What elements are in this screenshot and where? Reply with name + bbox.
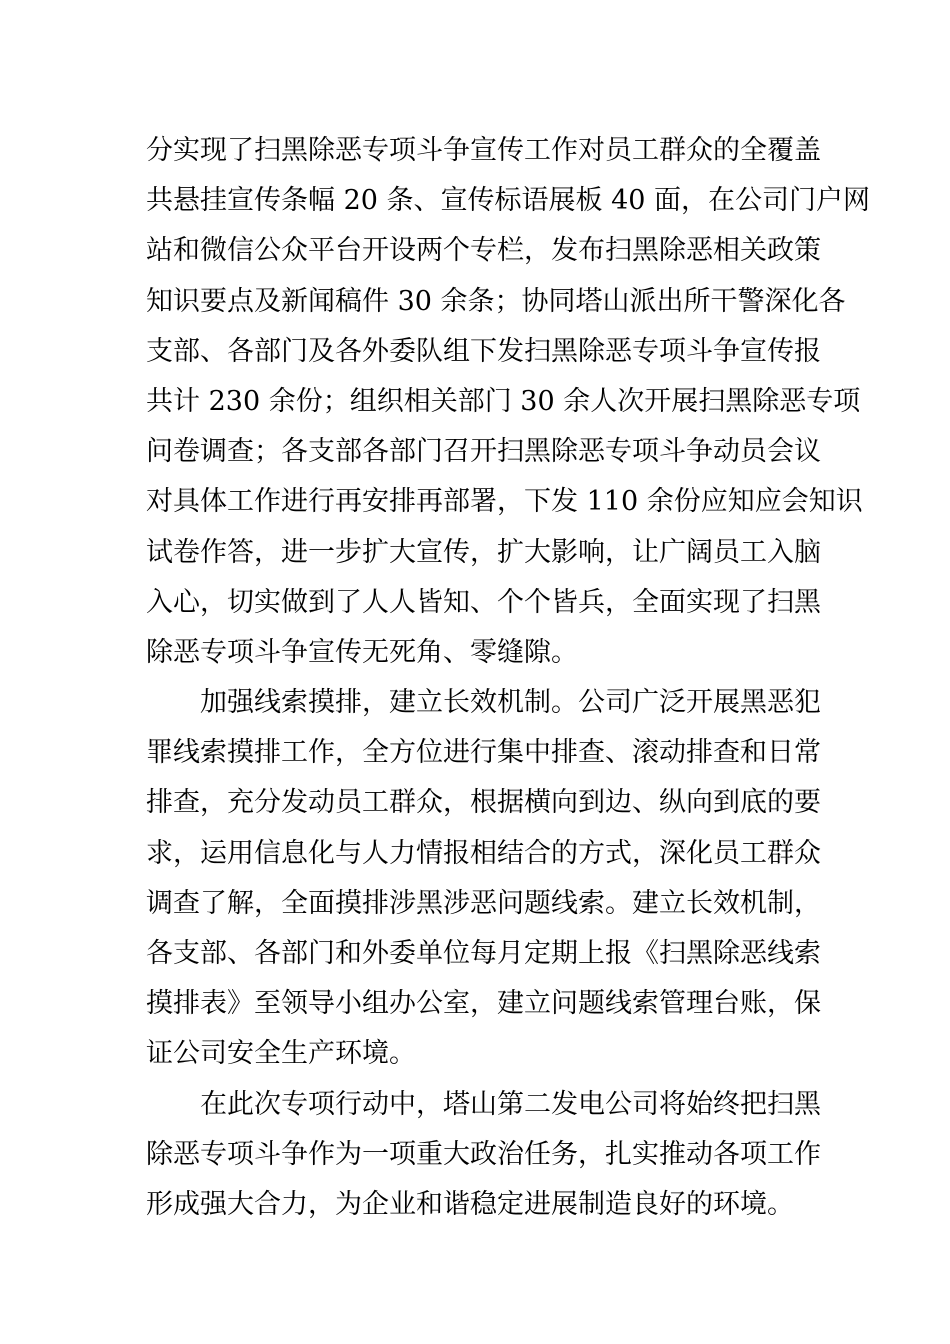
- paragraph-start-line: 加强线索摸排，建立长效机制。公司广泛开展黑恶犯: [200, 687, 821, 719]
- text-line: 调查了解，全面摸排涉黑涉恶问题线索。建立长效机制，: [146, 887, 821, 919]
- text-line: 站和微信公众平台开设两个专栏，发布扫黑除恶相关政策: [146, 235, 821, 267]
- text-line: 求，运用信息化与人力情报相结合的方式，深化员工群众: [146, 837, 821, 869]
- text-line: 各支部、各部门和外委单位每月定期上报《扫黑除恶线索: [146, 938, 821, 969]
- text-line: 知识要点及新闻稿件 30 余条；协同塔山派出所干警深化各: [146, 285, 846, 317]
- text-line: 排查，充分发动员工群众，根据横向到边、纵向到底的要: [146, 787, 821, 819]
- text-line: 问卷调查；各支部各部门召开扫黑除恶专项斗争动员会议: [146, 436, 821, 468]
- text-line: 对具体工作进行再安排再部署，下发 110 余份应知应会知识: [146, 486, 863, 518]
- text-line: 支部、各部门及各外委队组下发扫黑除恶专项斗争宣传报: [146, 335, 821, 367]
- text-line: 共悬挂宣传条幅 20 条、宣传标语展板 40 面，在公司门户网: [146, 185, 871, 217]
- paragraph-start-line: 在此次专项行动中，塔山第二发电公司将始终把扫黑: [200, 1088, 821, 1120]
- body-text: [146, 126, 871, 1230]
- text-line: 共计 230 余份；组织相关部门 30 余人次开展扫黑除恶专项: [146, 385, 861, 417]
- text-line: 除恶专项斗争宣传无死角、零缝隙。: [146, 636, 578, 668]
- text-line: 形成强大合力，为企业和谐稳定进展制造良好的环境。: [146, 1188, 794, 1220]
- text-line: 除恶专项斗争作为一项重大政治任务，扎实推动各项工作: [146, 1138, 821, 1170]
- text-line: 试卷作答，进一步扩大宣传，扩大影响，让广阔员工入脑: [146, 536, 821, 568]
- text-line: 分实现了扫黑除恶专项斗争宣传工作对员工群众的全覆盖: [146, 135, 821, 166]
- text-line: 证公司安全生产环境。: [146, 1038, 416, 1070]
- text-line: 罪线索摸排工作，全方位进行集中排查、滚动排查和日常: [146, 737, 821, 769]
- text-line: 入心，切实做到了人人皆知、个个皆兵，全面实现了扫黑: [146, 586, 821, 618]
- text-line: 摸排表》至领导小组办公室，建立问题线索管理台账，保: [146, 988, 821, 1020]
